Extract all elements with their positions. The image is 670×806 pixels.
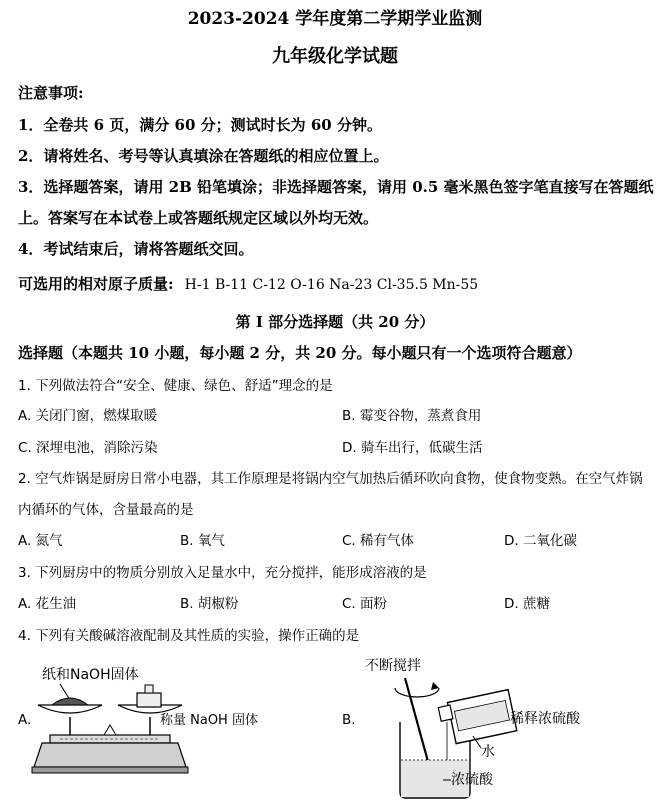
notice-item: 1．全卷共 6 页，满分 60 分；测试时长为 60 分钟。 — [18, 116, 382, 134]
question-3-stem: 3. 下列厨房中的物质分别放入足量水中，充分搅拌，能形成溶液的是 — [18, 565, 427, 581]
question-3-option-b: B. 胡椒粉 — [180, 596, 239, 612]
notice-item: 4．考试结束后，请将答题纸交回。 — [18, 240, 254, 258]
notice-item: 2．请将姓名、考号等认真填涂在答题纸的相应位置上。 — [18, 147, 389, 165]
figure-b-caption: 稀释浓硫酸 — [510, 711, 580, 727]
atomic-masses-label: 可选用的相对原子质量: — [18, 275, 174, 293]
exam-title: 2023-2024 学年度第二学期学业监测 — [187, 9, 483, 29]
question-2-option-b: B. 氧气 — [180, 533, 225, 549]
notice-item: 3．选择题答案，请用 2B 铅笔填涂；非选择题答案，请用 0.5 毫米黑色签字笔直接写在答题纸 — [18, 178, 654, 196]
balance-diagram — [30, 655, 330, 780]
dilution-diagram — [355, 652, 625, 802]
question-3-option-d: D. 蔗糖 — [504, 596, 550, 612]
water-bottle — [438, 690, 517, 746]
figure-b-letter: B. — [342, 712, 356, 728]
question-2-option-a: A. 氮气 — [18, 533, 63, 549]
question-3-option-c: C. 面粉 — [342, 596, 388, 612]
question-1-option-c: C. 深埋电池，消除污染 — [18, 440, 158, 456]
figure-a-letter: A. — [18, 712, 32, 728]
naoh-solid-on-paper — [52, 698, 88, 705]
exam-subtitle: 九年级化学试题 — [272, 46, 398, 67]
section-instruction: 选择题（本题共 10 小题，每小题 2 分，共 20 分。每小题只有一个选项符合题意） — [18, 344, 582, 362]
question-1-option-a: A. 关闭门窗，燃煤取暖 — [18, 408, 158, 424]
figure-a-caption: 称量 NaOH 固体 — [160, 713, 258, 728]
notice-item: 上。答案写在本试卷上或答题纸规定区域以外均无效。 — [18, 209, 379, 227]
figure-b-stir-label: 不断搅拌 — [365, 658, 421, 674]
figure-b-water-label: 水 — [481, 744, 495, 760]
weight-block — [137, 693, 161, 707]
balance-left-pan — [38, 705, 102, 713]
question-2-stem-line: 2. 空气炸锅是厨房日常小电器，其工作原理是将锅内空气加热后循环吹向食物，使食物变熟。在空气炸锅 — [18, 471, 643, 487]
balance-base — [34, 743, 186, 767]
question-2-stem-line: 内循环的气体，含量最高的是 — [18, 502, 194, 518]
question-1-stem: 1. 下列做法符合“安全、健康、绿色、舒适”理念的是 — [18, 378, 333, 394]
question-2-option-d: D. 二氧化碳 — [504, 533, 577, 549]
question-4-stem: 4. 下列有关酸碱溶液配制及其性质的实验，操作正确的是 — [18, 628, 360, 644]
figure-b-acid-label: 浓硫酸 — [451, 772, 493, 788]
question-1-option-b: B. 霉变谷物，蒸煮食用 — [342, 408, 482, 424]
section-title: 第 I 部分选择题（共 20 分） — [235, 313, 435, 331]
figure-a-top-label: 纸和NaOH固体 — [42, 667, 139, 683]
question-3-option-a: A. 花生油 — [18, 596, 77, 612]
notice-heading: 注意事项: — [18, 84, 84, 102]
atomic-masses — [18, 273, 478, 294]
atomic-masses-values: H-1 B-11 C-12 O-16 Na-23 Cl-35.5 Mn-55 — [184, 277, 479, 293]
question-1-option-d: D. 骑车出行，低碳生活 — [342, 440, 483, 456]
question-2-option-c: C. 稀有气体 — [342, 533, 415, 549]
